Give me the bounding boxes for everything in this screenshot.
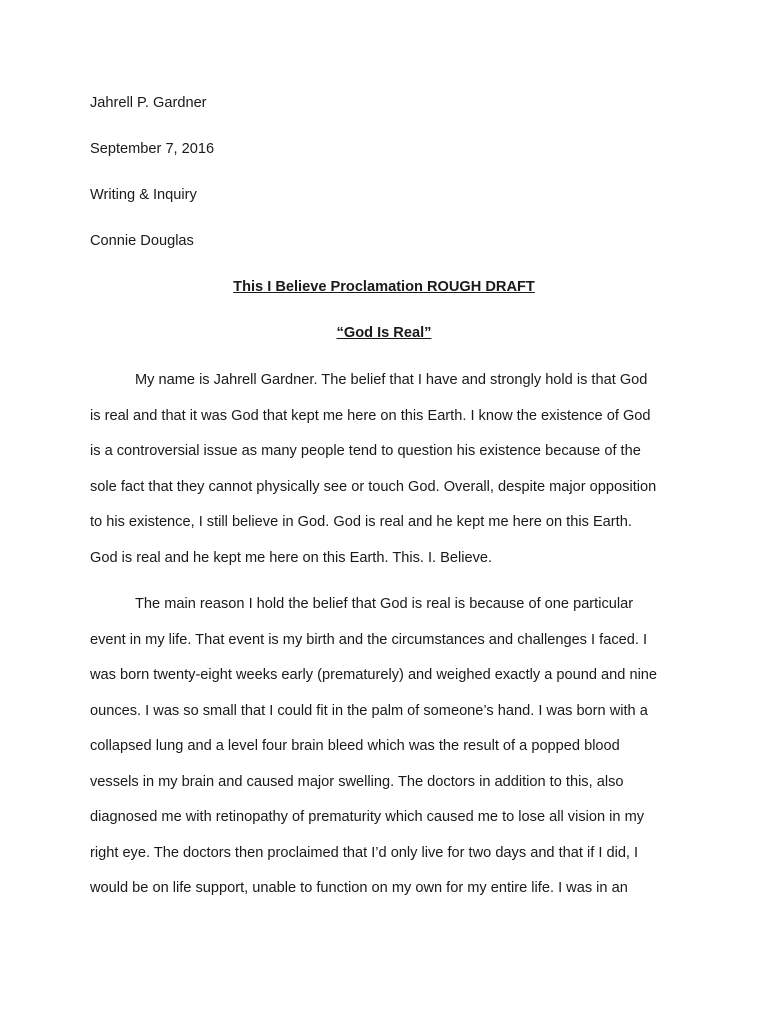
paragraph-line: vessels in my brain and caused major swelling. The doctors in addition to this, also [90,773,624,790]
instructor-name: Connie Douglas [90,233,194,249]
paragraph-line: is real and that it was God that kept me here on this Earth. I know the existence of God [90,407,651,424]
paragraph-line: ounces. I was so small that I could fit in the palm of someone’s hand. I was born with a [90,702,648,719]
paragraph-2 [90,595,690,915]
course-name: Writing & Inquiry [90,187,197,203]
paragraph-line: diagnosed me with retinopathy of prematurity which caused me to lose all vision in my [90,809,645,825]
paragraph-line: event in my life. That event is my birth and the circumstances and challenges I faced. I [90,631,648,648]
paragraph-line: My name is Jahrell Gardner. The belief that I have and strongly hold is that God [135,372,648,388]
paragraph-line: The main reason I hold the belief that God is real is because of one particular [135,596,634,612]
author-name: Jahrell P. Gardner [90,95,207,111]
document-subtitle: “God Is Real” [336,325,432,341]
paragraph-line: would be on life support, unable to function on my own for my entire life. I was in an [90,880,628,896]
paragraph-line: collapsed lung and a level four brain bleed which was the result of a popped blood [90,738,620,754]
paragraph-line: was born twenty-eight weeks early (prematurely) and weighed exactly a pound and nine [90,667,658,683]
paragraph-line: God is real and he kept me here on this Earth. This. I. Believe. [90,549,493,566]
document-title: This I Believe Proclamation ROUGH DRAFT [233,279,535,295]
document-date: September 7, 2016 [90,141,215,157]
paragraph-line: right eye. The doctors then proclaimed that I’d only live for two days and that if I did, I [90,844,639,861]
paragraph-line: sole fact that they cannot physically see or touch God. Overall, despite major opposition [90,478,657,495]
paragraph-1 [90,371,690,584]
paragraph-line: is a controversial issue as many people tend to question his existence because of the [90,443,641,459]
paragraph-line: to his existence, I still believe in God. God is real and he kept me here on this Earth. [90,514,632,530]
